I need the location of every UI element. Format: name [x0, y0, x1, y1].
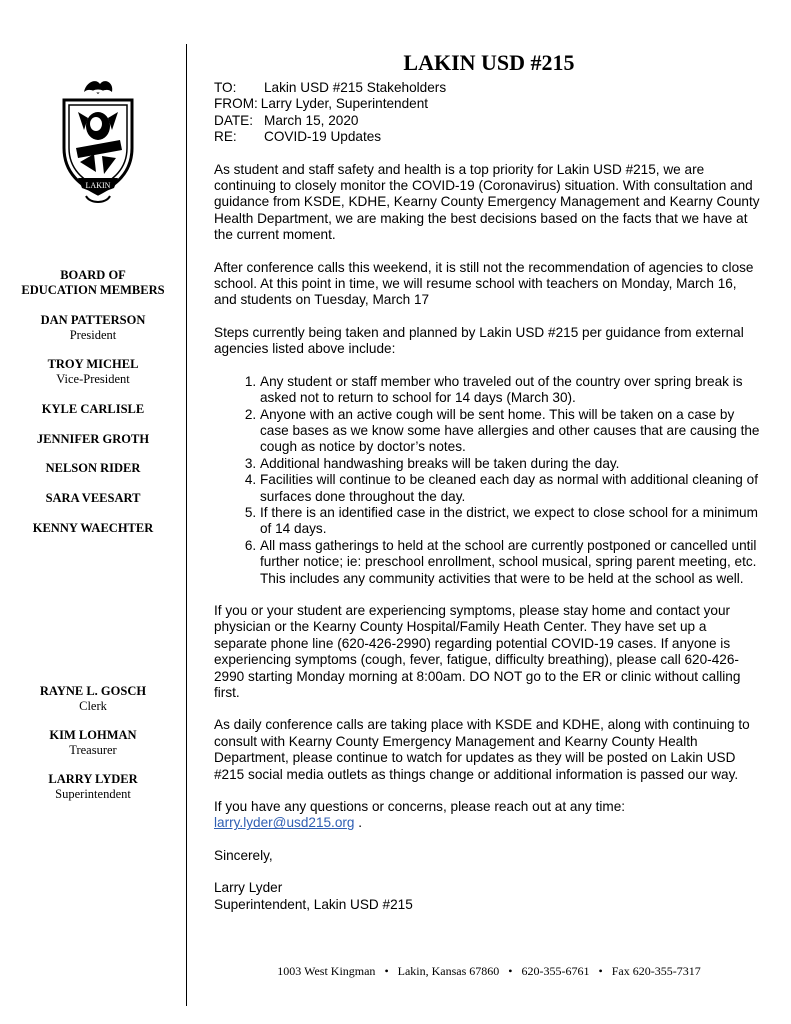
memo-from [214, 96, 762, 112]
svg-text:LAKIN: LAKIN [85, 181, 111, 190]
officer-role: Superintendent [55, 787, 131, 801]
memo-re-value: COVID-19 Updates [264, 129, 382, 145]
officer-name: LARRY LYDER [48, 772, 138, 786]
sidebar-divider [186, 44, 187, 1006]
paragraph-symptoms: If you or your student are experiencing symptoms, please stay home and contact your physician or the Kearny County Hospital/Family Heath Center. They have set up a separate phone line (620-426-2990) regarding potential COVID-19 cases. If anyone is experiencing symptoms (cough, fever, fatigue, difficulty breathing), please call 620-426-2990 starting Monday morning at 8:00am. DO NOT go to the ER or clinic without calling first. [214, 602, 741, 700]
paragraph-resume-school: After conference calls this weekend, it is still not the recommendation of agencies to close school. At this point in time, we will resume school with teachers on Monday, March 16, and students on Tuesday, March 17 [214, 259, 754, 308]
board-member-name: KYLE CARLISLE [41, 402, 145, 416]
memo-date [214, 113, 762, 129]
email-suffix: . [354, 815, 363, 831]
list-item: 1. Any student or staff member who traveled out of the country over spring break is asked not to return to school for 14 days (March 30). [260, 374, 762, 407]
signature-name: Larry Lyder [214, 880, 283, 896]
officer-name: KIM LOHMAN [49, 728, 137, 742]
memo-from-value: Larry Lyder, Superintendent [260, 96, 429, 112]
contact-text: If you have any questions or concerns, please reach out at any time: [214, 799, 626, 815]
list-item: 2. Anyone with an active cough will be sent home. This will be taken on a case by case bases as we know some have allergies and other causes that are causing the cough as notice by doctor’s notes. [260, 407, 762, 456]
footer-phone: 620-355-6761 [521, 964, 590, 978]
list-item: 6. All mass gatherings to held at the school are currently postponed or cancelled until further notice; ie: preschool enrollment, school musical, spring parent meeting, etc. This includes any community activities that were to be held at the school as well. [260, 538, 762, 587]
officer [0, 728, 186, 758]
officer-role: Clerk [79, 699, 107, 713]
board-member-name: KENNY WAECHTER [32, 521, 154, 535]
letter-body [214, 80, 762, 913]
closing: Sincerely, [214, 847, 273, 863]
memo-to [214, 80, 762, 96]
board-member-name: SARA VEESART [45, 491, 141, 505]
memo-re-label: RE: [214, 129, 237, 145]
officer [0, 772, 186, 802]
footer-city: Lakin, Kansas 67860 [397, 964, 500, 978]
officer-name: RAYNE L. GOSCH [39, 684, 147, 698]
memo-date-value: March 15, 2020 [264, 112, 359, 128]
board-member-role: Vice-President [56, 372, 130, 386]
memo-to-label: TO: [214, 80, 237, 95]
memo-to-value: Lakin USD #215 Stakeholders [264, 80, 447, 95]
memo-header [214, 80, 762, 146]
board-member-role: President [69, 328, 117, 342]
footer-address [187, 964, 791, 979]
paragraph-updates: As daily conference calls are taking place with KSDE and KDHE, along with continuing to consult with Kearny County Emergency Management and Kearny County Health Department, please continue to watch for updates as they will be posted on Lakin USD #215 social media outlets as things change or additional information is passed our way. [214, 717, 750, 782]
memo-from-label: FROM: [214, 96, 258, 112]
officer [0, 684, 186, 714]
board-member-name: TROY MICHEL [47, 357, 139, 371]
board-heading-line-2: EDUCATION MEMBERS [21, 283, 165, 297]
board-member-name: JENNIFER GROTH [36, 432, 150, 446]
list-item: 4. Facilities will continue to be cleaned each day as normal with additional cleaning of surfaces done throughout the day. [260, 472, 762, 505]
footer-separator: • [384, 964, 389, 978]
list-item: 3. Additional handwashing breaks will be taken during the day. [260, 456, 762, 472]
board-heading-line-1: BOARD OF [60, 268, 126, 282]
footer-street: 1003 West Kingman [277, 964, 376, 978]
footer-separator: • [508, 964, 513, 978]
footer-fax: Fax 620-355-7317 [611, 964, 701, 978]
signature-title: Superintendent, Lakin USD #215 [214, 896, 413, 912]
memo-date-label: DATE: [214, 112, 254, 128]
paragraph-intro: As student and staff safety and health is a top priority for Lakin USD #215, we are continuing to closely monitor the COVID-19 (Coronavirus) situation. With consultation and guidance from KSDE, KDHE, Kearny County Emergency Management and Kearny County Health Department, we are making the best decisions based on the facts that we have at the current moment. [214, 161, 760, 243]
officer-role: Treasurer [69, 743, 117, 757]
email-link[interactable]: larry.lyder@usd215.org [214, 815, 355, 831]
sidebar [0, 0, 186, 1024]
board-member [0, 357, 186, 387]
board-member [0, 313, 186, 343]
school-crest-logo [56, 78, 140, 210]
board-member-name: NELSON RIDER [45, 461, 141, 475]
page-title: LAKIN USD #215 [403, 50, 575, 75]
board-heading [0, 268, 186, 298]
board-member-name: DAN PATTERSON [40, 313, 146, 327]
paragraph-contact [214, 799, 762, 832]
paragraph-steps-intro: Steps currently being taken and planned by Lakin USD #215 per guidance from external agencies listed above include: [214, 324, 744, 357]
footer-separator: • [598, 964, 603, 978]
list-item: 5. If there is an identified case in the district, we expect to close school for a minimum of 14 days. [260, 505, 762, 538]
steps-list [214, 374, 762, 587]
memo-re [214, 129, 762, 145]
signature [214, 880, 762, 913]
